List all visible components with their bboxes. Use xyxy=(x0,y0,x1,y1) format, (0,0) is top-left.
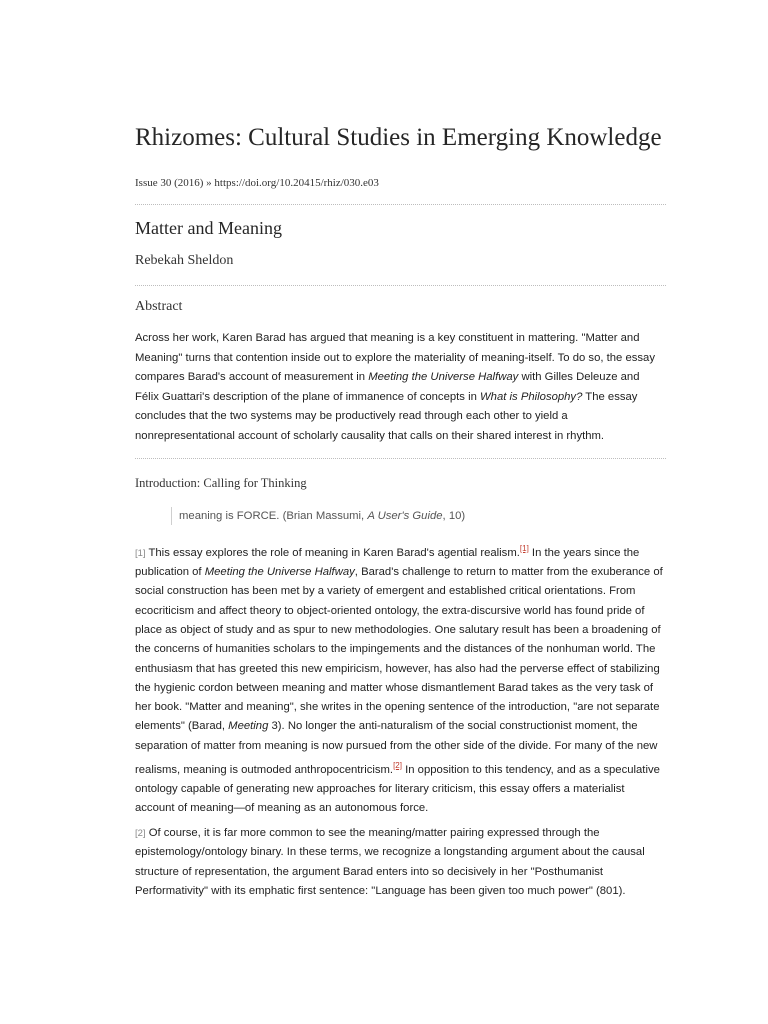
abstract-text: Across her work, Karen Barad has argued that meaning is a key constituent in mattering. "Matter and Meaning" turns that contention inside out to explore the materiality of meaning-itself. To do so, the essay compares Barad's account of measurement in Meeting the Universe Halfway with Gilles Deleuze and Félix Guattari's description of the plane of immanence of concepts in What is Philosophy? The essay concludes that the two systems may be productively read through each other to yield a nonrepresentational account of scholarly causality that calls on their shared interest in rhythm. xyxy=(135,332,655,442)
journal-title: Rhizomes: Cultural Studies in Emerging Knowledge xyxy=(135,124,662,151)
footnote-link-1[interactable]: [1] xyxy=(519,544,529,553)
article-title: Matter and Meaning xyxy=(135,218,282,238)
article-author: Rebekah Sheldon xyxy=(135,253,234,268)
divider xyxy=(135,285,666,286)
abstract-heading: Abstract xyxy=(135,299,183,314)
epigraph-quote: meaning is FORCE. (Brian Massumi, A User's Guide, 10) xyxy=(171,507,465,525)
footnote-link-2[interactable]: [2] xyxy=(393,761,402,771)
paragraph-number: [1] xyxy=(135,547,146,559)
section-heading-introduction: Introduction: Calling for Thinking xyxy=(135,476,307,490)
paragraph-number: [2] xyxy=(135,828,146,839)
paragraph-1: [1] This essay explores the role of meaning in Karen Barad's agential realism.[1] In the years since the publication of Meeting the Universe Halfway, Barad's challenge to return to matter from the exuberance of social construction has been met by a variety of emergent and established critical orientations. From ecocriticism and affect theory to object-oriented ontology, the extra-discursive world has found pride of place as object of study and as spur to new methodologies. One salutary result has been a broadening of the concerns of humanities scholars to the impingements and the distances of the nonhuman world. The enthusiasm that has greeted this new empiricism, however, has also had the perverse effect of stabilizing the hygienic cordon between meaning and matter whose dismantlement Barad takes as the very task of her book. "Matter and meaning", she writes in the opening sentence of the introduction, "are not separate elements" (Barad, Meeting 3). No longer the anti-naturalism of the social constructionist moment, the separation of matter from meaning is now pursued from the other side of the divide. For many of the new realisms, meaning is outmoded anthropocentricism.[2] In opposition to this tendency, and as a speculative ontology capable of generating new approaches for literary criticism, this essay offers a materialist account of meaning—of meaning as an autonomous force. xyxy=(135,544,663,815)
divider xyxy=(135,458,666,459)
issue-doi-line[interactable]: Issue 30 (2016) » https://doi.org/10.20415/rhiz/030.e03 xyxy=(135,177,379,189)
paragraph-2: [2] Of course, it is far more common to see the meaning/matter pairing expressed through the epistemology/ontology binary. In these terms, we recognize a longstanding argument about the causal structure of representation, the argument Barad enters into so decisively in her "Posthumanist Performativity" with its emphatic first sentence: "Language has been given too much power" (801). xyxy=(135,827,645,897)
divider xyxy=(135,204,666,205)
